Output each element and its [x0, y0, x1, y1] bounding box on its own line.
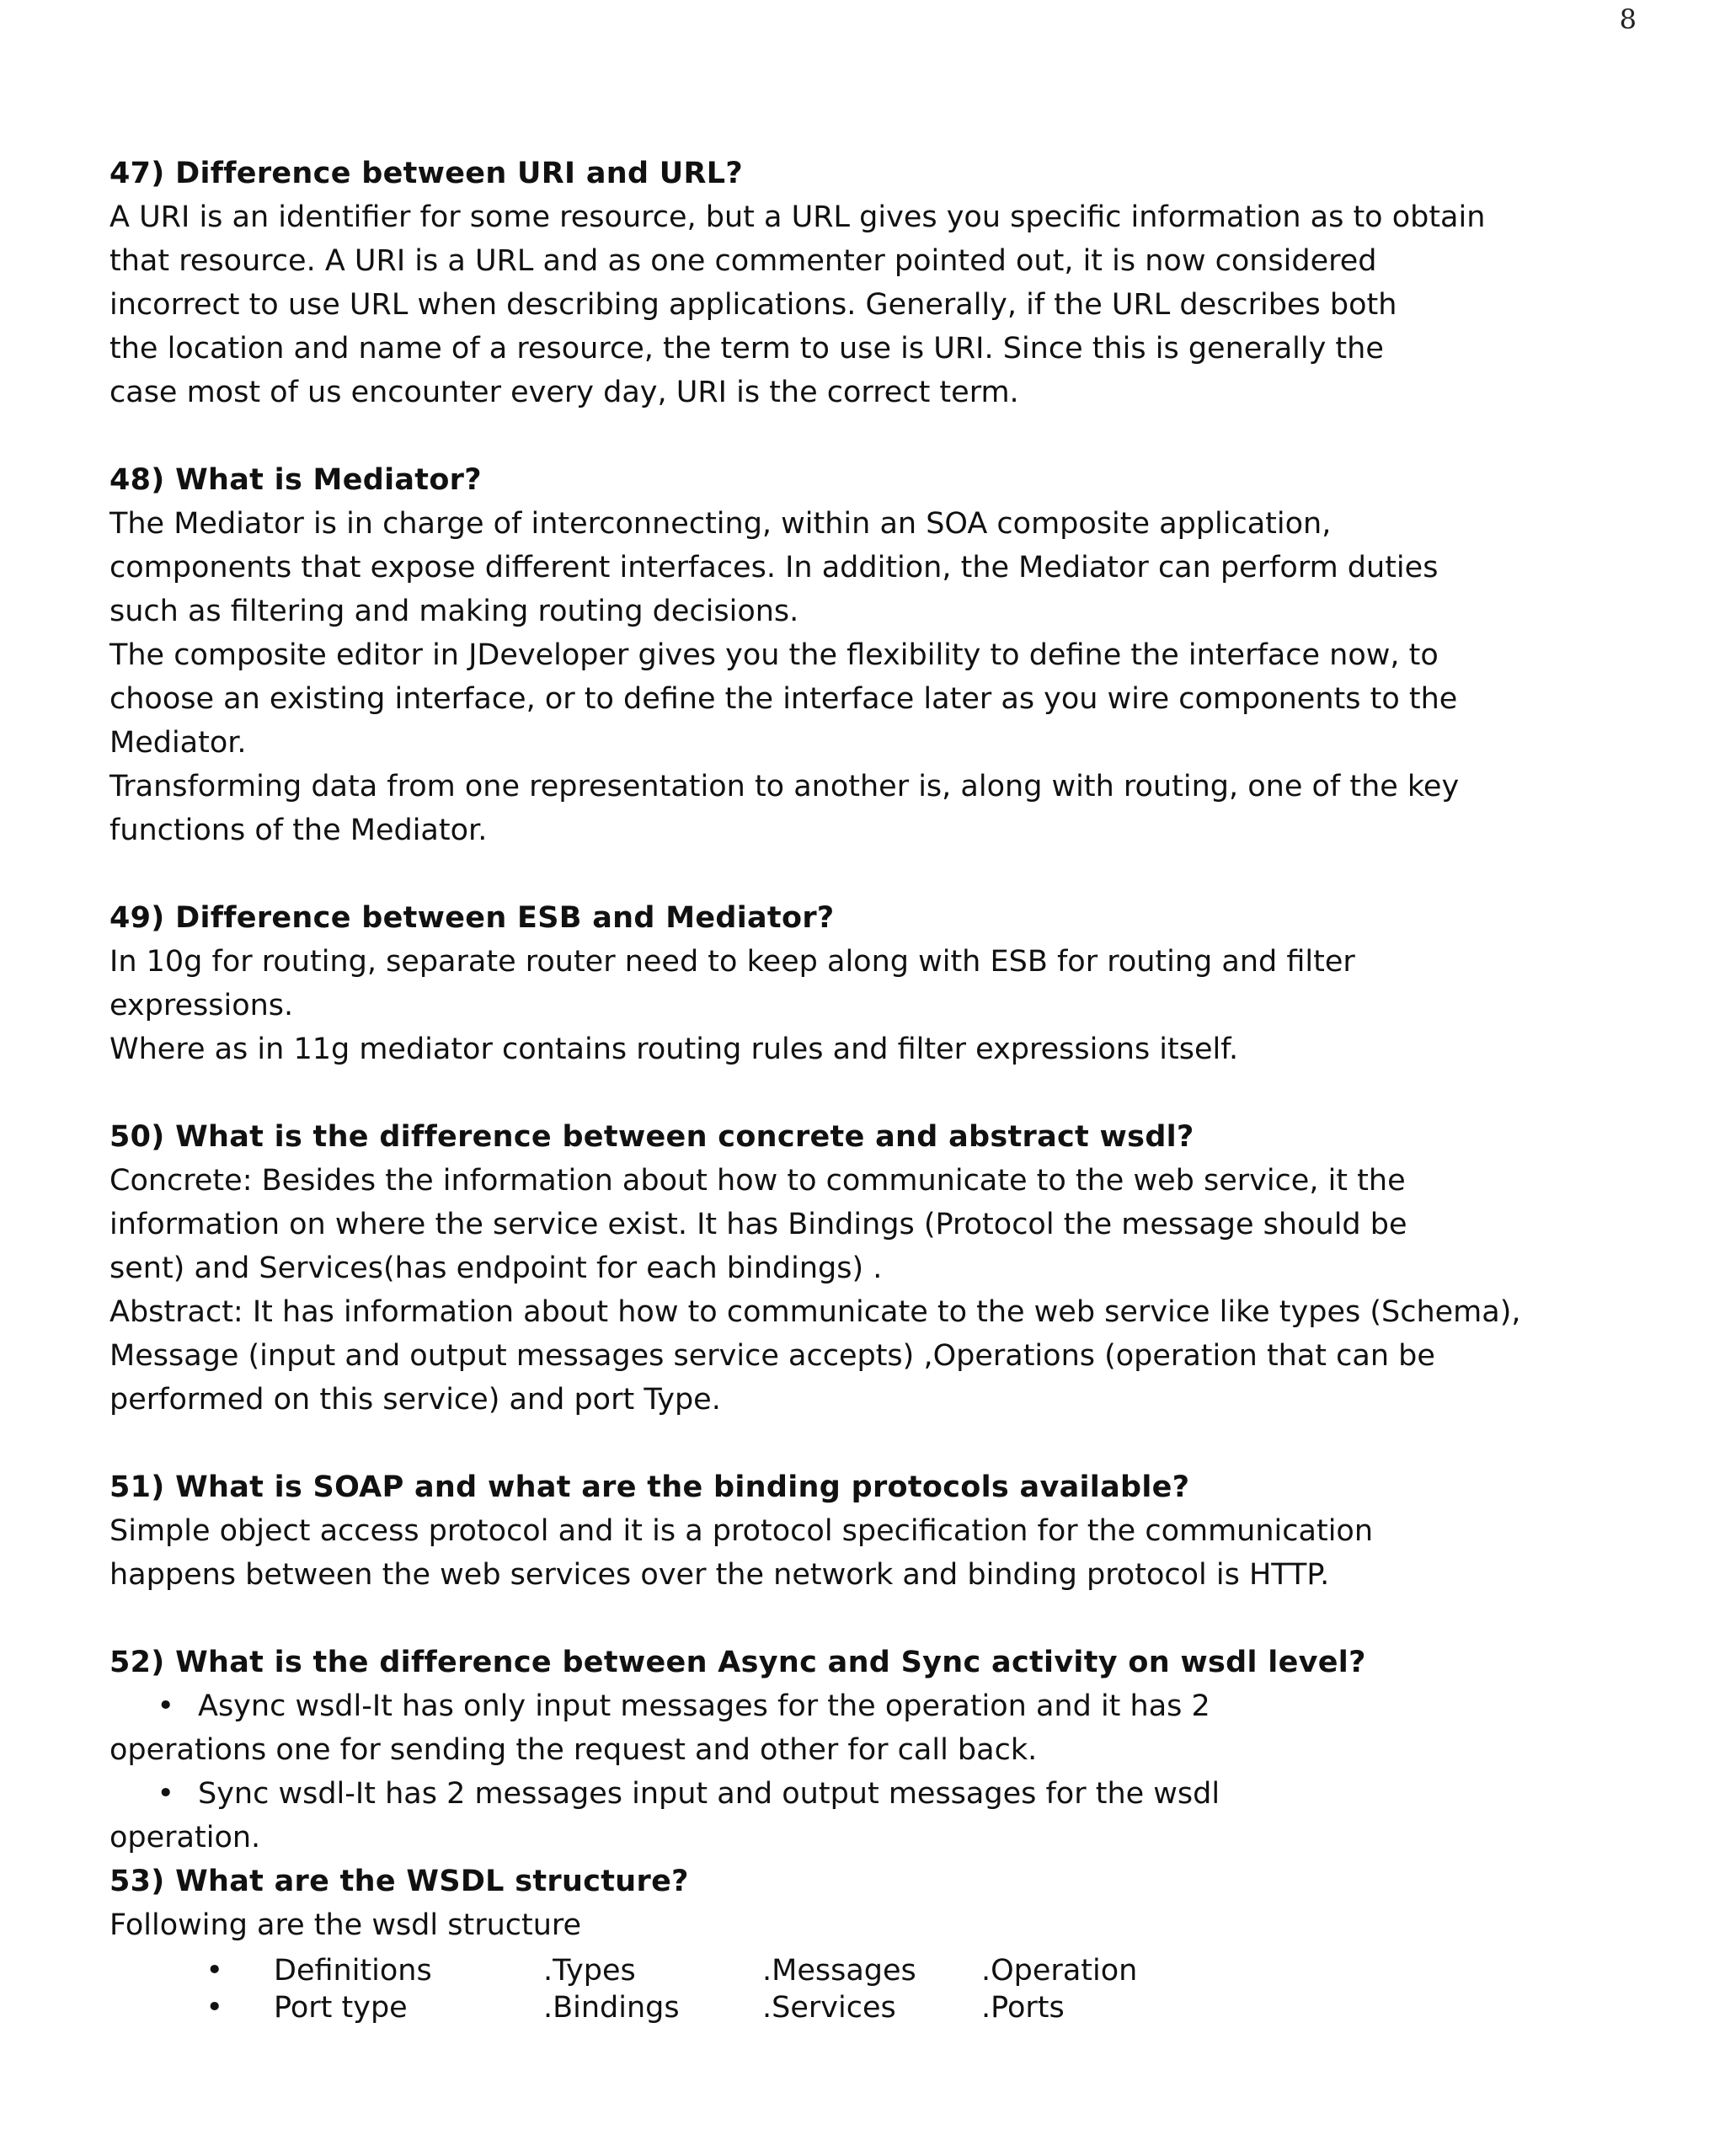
- section-heading: 49) Difference between ESB and Mediator?: [109, 901, 835, 935]
- paragraph-line: Mediator.: [109, 726, 247, 760]
- bullet-text: Async wsdl-It has only input messages for the operation and it has 2: [198, 1689, 1210, 1723]
- section-heading: 51) What is SOAP and what are the binding protocols available?: [109, 1470, 1190, 1504]
- list-cell: Definitions: [274, 1954, 432, 1988]
- list-item: [109, 1989, 1600, 2026]
- paragraph-line: Following are the wsdl structure: [109, 1908, 582, 1942]
- list-cell: .Operation: [981, 1954, 1138, 1988]
- bullet-icon: •: [206, 1991, 223, 2025]
- list-cell: Port type: [274, 1991, 408, 2025]
- list-cell: .Services: [762, 1991, 896, 2025]
- section-53: [109, 1860, 1600, 2026]
- paragraph-line: sent) and Services(has endpoint for each bindings) .: [109, 1251, 883, 1285]
- bullet-item: [109, 1772, 1600, 1816]
- bullet-text: Sync wsdl-It has 2 messages input and output messages for the wsdl: [198, 1777, 1220, 1811]
- paragraph-line: Message (input and output messages service accepts) ,Operations (operation that can be: [109, 1339, 1435, 1373]
- paragraph-line: operations one for sending the request and other for call back.: [109, 1733, 1038, 1767]
- paragraph-line: operation.: [109, 1821, 261, 1854]
- section-heading: 53) What are the WSDL structure?: [109, 1865, 689, 1898]
- page-number: 8: [1619, 3, 1637, 35]
- section-47: [109, 152, 1600, 414]
- bullet-icon: •: [157, 1777, 174, 1811]
- paragraph-line: that resource. A URI is a URL and as one commenter pointed out, it is now considered: [109, 244, 1377, 278]
- paragraph-line: A URI is an identifier for some resource, but a URL gives you specific information as to obtain: [109, 200, 1486, 234]
- paragraph-line: Concrete: Besides the information about how to communicate to the web service, it the: [109, 1164, 1406, 1198]
- paragraph-line: such as filtering and making routing decisions.: [109, 595, 799, 628]
- section-51: [109, 1465, 1600, 1597]
- paragraph-line: happens between the web services over the network and binding protocol is HTTP.: [109, 1558, 1330, 1592]
- list-cell: .Types: [543, 1954, 636, 1988]
- bullet-icon: •: [157, 1689, 174, 1723]
- paragraph-line: functions of the Mediator.: [109, 814, 488, 847]
- section-49: [109, 896, 1600, 1071]
- section-heading: 47) Difference between URI and URL?: [109, 157, 743, 190]
- paragraph-line: Where as in 11g mediator contains routing rules and filter expressions itself.: [109, 1033, 1239, 1066]
- section-48: [109, 458, 1600, 852]
- wsdl-structure-list: [109, 1952, 1600, 2026]
- paragraph-line: the location and name of a resource, the term to use is URI. Since this is generally the: [109, 332, 1384, 366]
- paragraph-line: The Mediator is in charge of interconnecting, within an SOA composite application,: [109, 507, 1332, 541]
- paragraph-line: expressions.: [109, 989, 294, 1022]
- paragraph-line: Simple object access protocol and it is a protocol specification for the communication: [109, 1514, 1374, 1548]
- paragraph-line: choose an existing interface, or to define the interface later as you wire components to the: [109, 682, 1458, 716]
- list-cell: .Messages: [762, 1954, 916, 1988]
- paragraph-line: performed on this service) and port Type.: [109, 1383, 721, 1417]
- section-52: [109, 1641, 1600, 1860]
- paragraph-line: information on where the service exist. It has Bindings (Protocol the message should be: [109, 1208, 1407, 1241]
- paragraph-line: Abstract: It has information about how to communicate to the web service like types (Schema),: [109, 1295, 1521, 1329]
- section-heading: 52) What is the difference between Async and Sync activity on wsdl level?: [109, 1646, 1366, 1679]
- paragraph-line: The composite editor in JDeveloper gives you the flexibility to define the interface now, to: [109, 638, 1439, 672]
- list-cell: .Bindings: [543, 1991, 680, 2025]
- section-50: [109, 1115, 1600, 1422]
- list-item: [109, 1952, 1600, 1989]
- paragraph-line: In 10g for routing, separate router need to keep along with ESB for routing and filter: [109, 945, 1355, 979]
- document-body: [109, 152, 1600, 2070]
- paragraph-line: components that expose different interfaces. In addition, the Mediator can perform duties: [109, 551, 1439, 584]
- paragraph-line: case most of us encounter every day, URI is the correct term.: [109, 376, 1019, 409]
- bullet-icon: •: [206, 1954, 223, 1988]
- paragraph-line: incorrect to use URL when describing applications. Generally, if the URL describes both: [109, 288, 1397, 322]
- list-cell: .Ports: [981, 1991, 1065, 2025]
- bullet-item: [109, 1684, 1600, 1728]
- section-heading: 48) What is Mediator?: [109, 463, 482, 497]
- paragraph-line: Transforming data from one representation to another is, along with routing, one of the key: [109, 770, 1460, 803]
- section-heading: 50) What is the difference between concrete and abstract wsdl?: [109, 1120, 1194, 1154]
